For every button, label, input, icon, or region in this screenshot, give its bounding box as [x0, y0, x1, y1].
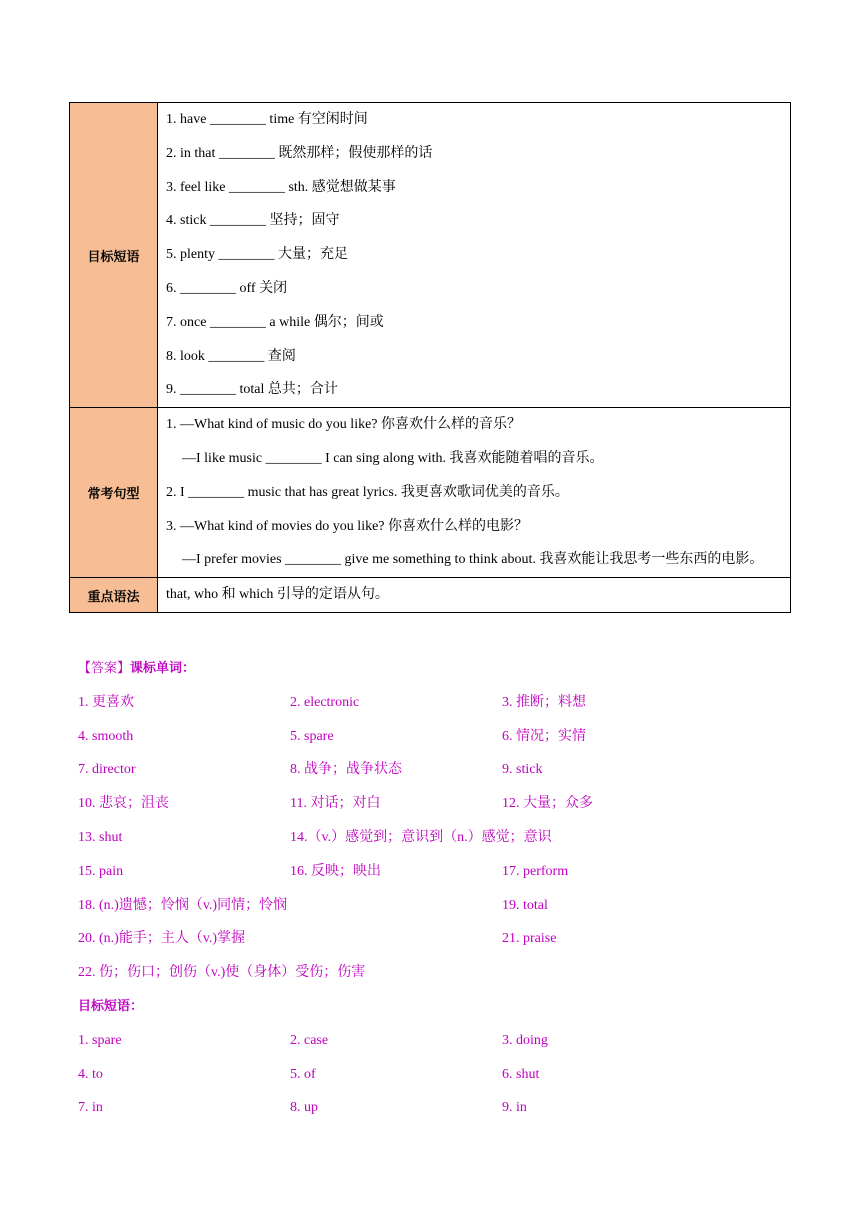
answer-row	[78, 1091, 798, 1125]
answer-item: 19. total	[502, 897, 548, 913]
row-label: 目标短语	[70, 103, 158, 408]
table-row	[70, 408, 791, 578]
phrase-line: 1. have ________ time 有空闲时间	[166, 112, 368, 127]
table-row	[70, 578, 791, 613]
row-content	[158, 408, 791, 578]
answer-item: 8. up	[290, 1100, 318, 1116]
answer-row	[78, 922, 798, 956]
row-content	[158, 103, 791, 408]
grammar-line: that, who 和 which 引导的定语从句。	[166, 587, 389, 603]
phrase-line: 2. in that ________ 既然那样；假使那样的话	[166, 145, 433, 161]
sentence-line: —I like music ________ I can sing along with. 我喜欢能随着唱的音乐。	[182, 450, 604, 466]
answer-item: 18. (n.)遗憾；怜悯（v.)同情；怜悯	[78, 897, 288, 913]
answer-item: 14.（v.）感觉到；意识到（n.）感觉；意识	[290, 829, 552, 845]
answer-item: 21. praise	[502, 931, 557, 947]
answer-item: 22. 伤；伤口；创伤（v.)使（身体）受伤；伤害	[78, 965, 366, 981]
answer-item: 1. 更喜欢	[78, 694, 134, 710]
answer-item: 13. shut	[78, 829, 123, 845]
phrase-line: 4. stick ________ 坚持；固守	[166, 213, 340, 229]
answer-item: 7. director	[78, 762, 136, 778]
answer-item: 12. 大量；众多	[502, 796, 593, 812]
answer-item: 4. to	[78, 1066, 103, 1082]
sentence-line: 3. —What kind of movies do you like? 你喜欢什么样的电影？	[166, 518, 529, 534]
phrase-line: 5. plenty ________ 大量；充足	[166, 247, 348, 263]
answer-item: 7. in	[78, 1100, 103, 1116]
answer-row	[78, 686, 798, 720]
sentence-line: 2. I ________ music that has great lyrics. 我更喜欢歌词优美的音乐。	[166, 484, 569, 500]
answer-item: 9. stick	[502, 762, 543, 778]
answer-row	[78, 753, 798, 787]
answer-item: 16. 反映；映出	[290, 863, 381, 879]
answer-row	[78, 956, 798, 990]
phrase-answers-heading: 目标短语：	[78, 998, 144, 1014]
answer-bracket: 【答案】	[78, 661, 131, 676]
answer-item: 11. 对话；对白	[290, 796, 381, 812]
vocab-title: 课标单词：	[130, 661, 196, 676]
answer-row	[78, 889, 798, 923]
answers-section	[78, 652, 798, 1125]
answer-item: 1. spare	[78, 1032, 122, 1048]
answer-row	[78, 1058, 798, 1092]
row-label: 常考句型	[70, 408, 158, 578]
answer-item: 10. 悲哀；沮丧	[78, 796, 169, 812]
answer-item: 3. doing	[502, 1032, 548, 1048]
table-row	[70, 103, 791, 408]
answer-item: 9. in	[502, 1100, 527, 1116]
answer-row	[78, 855, 798, 889]
answer-item: 20. (n.)能手；主人（v.)掌握	[78, 931, 246, 947]
answer-item: 6. shut	[502, 1066, 540, 1082]
sentence-line: —I prefer movies ________ give me something to think about. 我喜欢能让我思考一些东西的电影。	[182, 552, 764, 568]
answer-item: 6. 情况；实情	[502, 728, 586, 744]
answer-item: 15. pain	[78, 863, 124, 879]
summary-table	[69, 102, 791, 613]
answer-item: 5. of	[290, 1066, 316, 1082]
row-content	[158, 578, 791, 613]
answer-row	[78, 821, 798, 855]
answer-item: 2. case	[290, 1032, 329, 1048]
phrase-line: 9. ________ total 总共；合计	[166, 382, 338, 398]
answer-row	[78, 787, 798, 821]
phrase-line: 8. look ________ 查阅	[166, 348, 296, 364]
answer-row	[78, 720, 798, 754]
row-label: 重点语法	[70, 578, 158, 613]
answer-row	[78, 1024, 798, 1058]
answer-item: 3. 推断；料想	[502, 694, 586, 710]
phrase-line: 6. ________ off 关闭	[166, 280, 288, 296]
answer-item: 4. smooth	[78, 728, 134, 744]
answer-item: 5. spare	[290, 728, 334, 744]
answer-item: 8. 战争；战争状态	[290, 762, 402, 778]
answer-item: 17. perform	[502, 863, 569, 879]
sentence-line: 1. —What kind of music do you like? 你喜欢什么样的音乐？	[166, 417, 522, 433]
phrase-line: 7. once ________ a while 偶尔；间或	[166, 314, 384, 330]
answers-heading	[78, 652, 798, 686]
phrase-line: 3. feel like ________ sth. 感觉想做某事	[166, 179, 396, 195]
answer-item: 2. electronic	[290, 694, 360, 710]
